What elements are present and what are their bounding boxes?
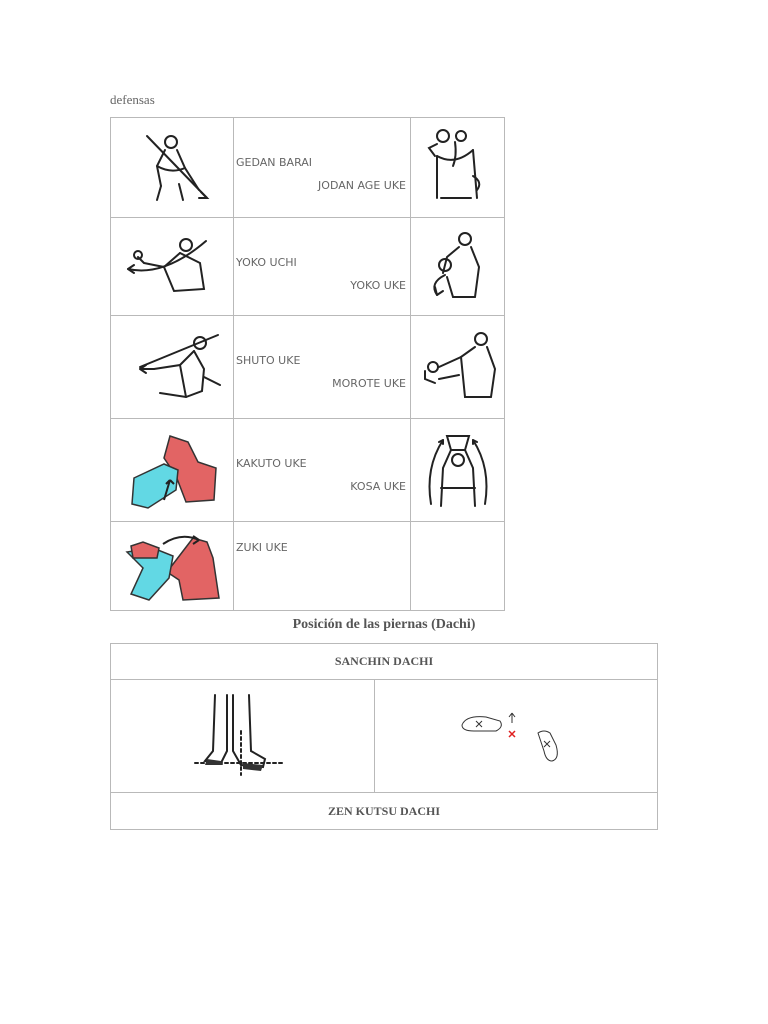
sanchin-dachi-feet-diagram: [375, 680, 657, 792]
defense-name-left: KAKUTO UKE: [236, 457, 307, 470]
table-row: [111, 118, 505, 218]
table-row: [111, 793, 658, 830]
zuki-uke-figure: [111, 522, 233, 610]
defense-name-right: MOROTE UKE: [332, 377, 406, 390]
defense-name-left: SHUTO UKE: [236, 354, 301, 367]
empty-cell: [411, 522, 505, 611]
stances-heading: Posición de las piernas (Dachi): [292, 617, 476, 632]
gedan-barai-figure: [111, 118, 233, 217]
intro-text: defensas: [110, 92, 155, 107]
defense-name-right: YOKO UKE: [350, 279, 406, 292]
stances-table: [110, 643, 658, 830]
shuto-uke-figure: [111, 316, 233, 418]
sanchin-dachi-legs-figure: [111, 680, 374, 792]
defense-name-right: JODAN AGE UKE: [318, 179, 406, 192]
table-row: [111, 316, 505, 419]
jodan-age-uke-figure: [411, 118, 504, 217]
defense-name-left: GEDAN BARAI: [236, 156, 313, 169]
defense-name-right: KOSA UKE: [350, 480, 406, 493]
table-row: [111, 680, 658, 793]
kakuto-uke-figure: [111, 419, 233, 521]
morote-uke-figure: [411, 316, 504, 418]
sanchin-dachi-label: SANCHIN DACHI: [111, 644, 658, 680]
defense-name-left: ZUKI UKE: [236, 541, 288, 554]
table-row: [111, 419, 505, 522]
table-row: [111, 644, 658, 680]
yoko-uke-figure: [411, 218, 504, 315]
kosa-uke-figure: [411, 419, 504, 521]
defense-name-left: YOKO UCHI: [236, 256, 297, 269]
yoko-uchi-figure: [111, 218, 233, 315]
defenses-table: [110, 117, 505, 611]
table-row: [111, 218, 505, 316]
zen-kutsu-dachi-label: ZEN KUTSU DACHI: [111, 793, 658, 830]
table-row: [111, 522, 505, 611]
